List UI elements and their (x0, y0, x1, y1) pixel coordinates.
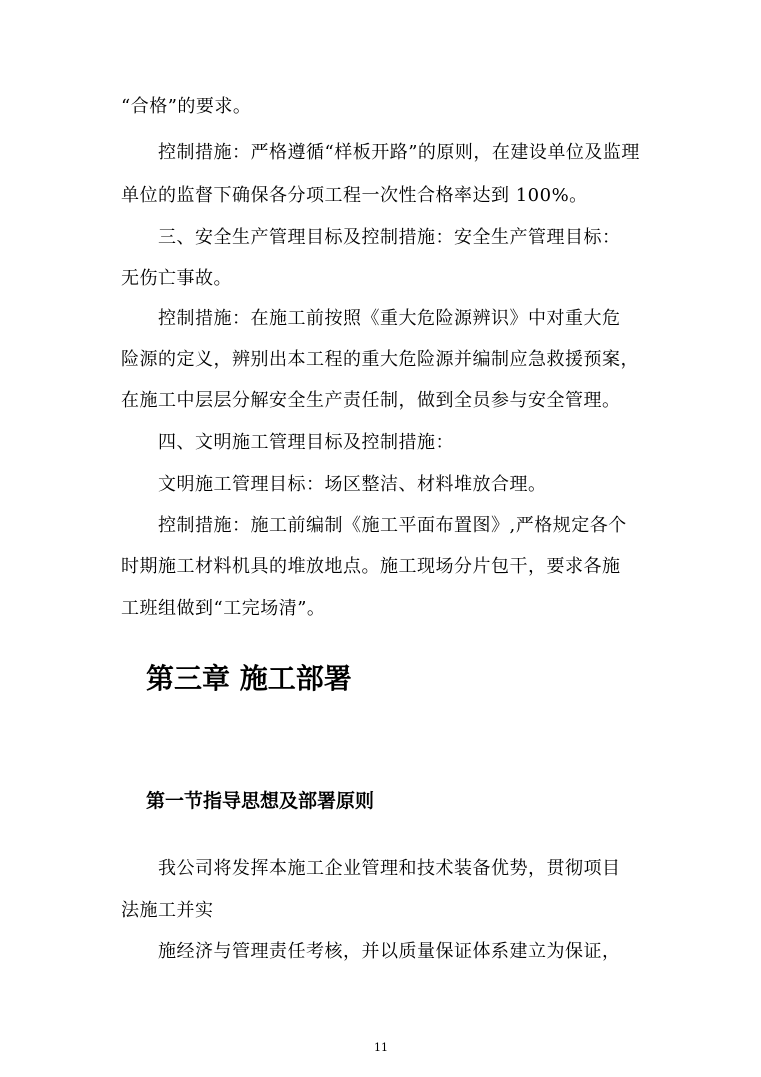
text-line: 在施工中层层分解安全生产责任制，做到全员参与安全管理。 (121, 390, 621, 411)
text-line: 无伤亡事故。 (121, 268, 232, 289)
text-line: 单位的监督下确保各分项工程一次性合格率达到 100%。 (121, 185, 588, 206)
section-title: 第一节指导思想及部署原则 (146, 790, 375, 812)
text-line: 时期施工材料机具的堆放地点。施工现场分片包干，要求各施 (121, 556, 621, 577)
text-line: 控制措施：在施工前按照《重大危险源辨识》中对重大危 (158, 308, 621, 329)
text-line: “合格”的要求。 (121, 96, 252, 117)
text-line: 四、文明施工管理目标及控制措施： (158, 432, 454, 453)
text-line: 我公司将发挥本施工企业管理和技术装备优势，贯彻项目 (158, 858, 621, 879)
text-line: 法施工并实 (121, 900, 214, 921)
text-line: 控制措施：严格遵循“样板开路”的原则，在建设单位及监理 (158, 142, 640, 163)
text-line: 工班组做到“工完场清”。 (121, 598, 326, 619)
page-number: 11 (374, 1041, 388, 1054)
text-line: 三、安全生产管理目标及控制措施：安全生产管理目标： (158, 227, 621, 248)
text-line: 控制措施：施工前编制《施工平面布置图》,严格规定各个 (158, 515, 627, 536)
text-line: 施经济与管理责任考核，并以质量保证体系建立为保证， (158, 941, 621, 962)
chapter-title: 第三章 施工部署 (146, 662, 352, 695)
text-line: 险源的定义，辨别出本工程的重大危险源并编制应急救援预案， (121, 349, 639, 370)
text-line: 文明施工管理目标：场区整洁、材料堆放合理。 (158, 474, 547, 495)
